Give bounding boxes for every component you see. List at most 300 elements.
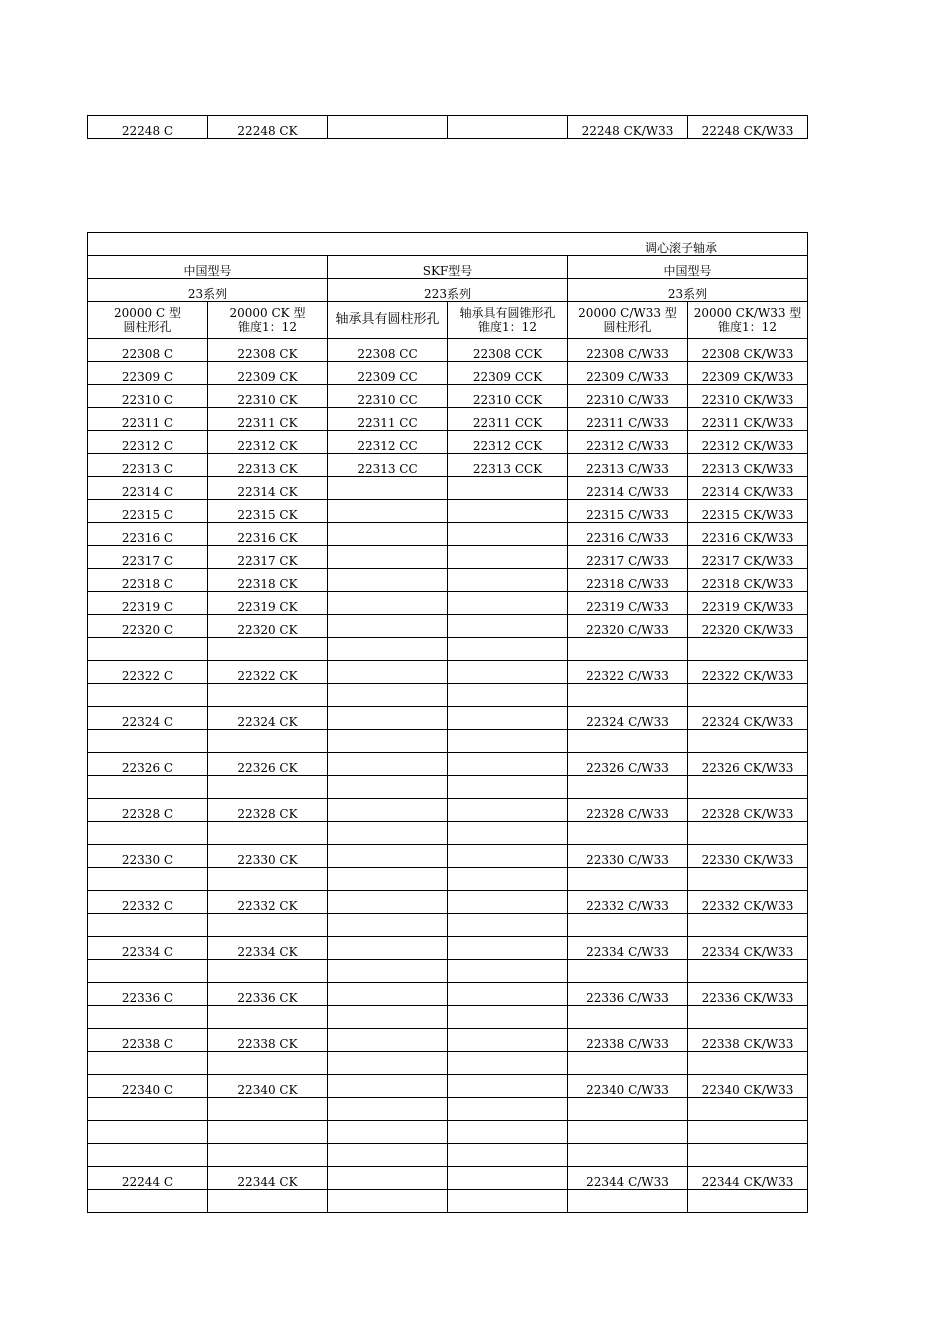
table-row [88,776,808,799]
table-row [88,385,808,408]
cell[interactable]: 22322 CK/W33 [688,661,808,684]
cell[interactable]: 22317 CK [208,546,328,569]
cell[interactable]: 22338 C/W33 [568,1029,688,1052]
cell[interactable] [328,983,448,1006]
bearing-table [87,232,808,1213]
cell[interactable]: 22320 CK/W33 [688,615,808,638]
cell[interactable]: 22319 CK [208,592,328,615]
series-header-row [88,279,808,302]
table-row [88,362,808,385]
cell[interactable] [328,960,448,983]
cell[interactable]: 22310 CCK [448,385,568,408]
cell[interactable]: 22336 CK [208,983,328,1006]
header-line: 20000 C/W33 型 [578,306,677,320]
cell[interactable] [328,753,448,776]
group-label-skf[interactable]: SKF型号 [328,256,568,279]
cell[interactable] [688,822,808,845]
cell[interactable]: 22322 C [88,661,208,684]
series-label-23-w33[interactable]: 23系列 [568,279,808,302]
cell[interactable] [328,1006,448,1029]
cell[interactable]: 22344 CK/W33 [688,1167,808,1190]
cell[interactable] [448,569,568,592]
cell[interactable]: 22308 C/W33 [568,339,688,362]
table-title-row [88,233,808,256]
cell[interactable]: 22310 CC [328,385,448,408]
cell[interactable] [328,615,448,638]
cell[interactable]: 22319 CK/W33 [688,592,808,615]
cell[interactable] [328,1029,448,1052]
cell[interactable] [568,1190,688,1213]
cell[interactable] [448,615,568,638]
header-line: 圆柱形孔 [603,320,652,334]
header-line: 锥度1：12 [478,320,537,334]
cell[interactable]: 22317 C/W33 [568,546,688,569]
table-row [88,500,808,523]
cell[interactable] [688,960,808,983]
cell[interactable] [448,914,568,937]
cell[interactable]: 22334 CK [208,937,328,960]
cell[interactable]: 22324 C [88,707,208,730]
cell[interactable]: 22319 C/W33 [568,592,688,615]
cell[interactable] [688,1006,808,1029]
cell[interactable] [328,592,448,615]
cell[interactable]: 22248 CK/W33 [568,116,688,139]
table-row [88,454,808,477]
cell[interactable]: 22332 C [88,891,208,914]
cell[interactable]: 22330 CK/W33 [688,845,808,868]
cell[interactable]: 22308 CK [208,339,328,362]
cell[interactable]: 22312 C/W33 [568,431,688,454]
cell[interactable] [448,1075,568,1098]
cell[interactable] [448,684,568,707]
table-row [88,661,808,684]
table-row [88,937,808,960]
cell[interactable] [448,638,568,661]
cell[interactable] [88,1052,208,1075]
cell[interactable]: 22340 CK/W33 [688,1075,808,1098]
cell[interactable] [448,960,568,983]
cell[interactable]: 22315 C [88,500,208,523]
table-row [88,822,808,845]
cell[interactable]: 22332 CK [208,891,328,914]
column-header-20000c[interactable] [88,302,208,339]
table-row [88,1190,808,1213]
cell[interactable] [448,891,568,914]
cell[interactable] [568,1052,688,1075]
cell[interactable] [688,638,808,661]
cell[interactable]: 22248 CK [208,116,328,139]
cell[interactable] [208,960,328,983]
cell[interactable]: 22318 CK/W33 [688,569,808,592]
cell[interactable]: 22336 C/W33 [568,983,688,1006]
cell[interactable] [448,116,568,139]
cell[interactable] [328,776,448,799]
cell[interactable]: 22320 C [88,615,208,638]
cell[interactable] [328,661,448,684]
cell[interactable] [328,1121,448,1144]
cell[interactable]: 22316 CK [208,523,328,546]
cell[interactable]: 22308 CCK [448,339,568,362]
cell[interactable] [88,914,208,937]
cell[interactable] [448,500,568,523]
cell[interactable] [328,684,448,707]
series-label-23[interactable]: 23系列 [88,279,328,302]
cell[interactable] [448,707,568,730]
cell[interactable]: 22334 CK/W33 [688,937,808,960]
table-row [88,799,808,822]
column-header-20000ck-w33[interactable] [688,302,808,339]
cell[interactable]: 22309 CCK [448,362,568,385]
cell[interactable]: 22326 C/W33 [568,753,688,776]
cell[interactable] [448,1167,568,1190]
cell[interactable] [328,1052,448,1075]
table-row [88,546,808,569]
cell[interactable]: 22310 C/W33 [568,385,688,408]
cell[interactable]: 22309 CC [328,362,448,385]
cell[interactable]: 22314 CK/W33 [688,477,808,500]
cell[interactable] [688,776,808,799]
cell[interactable]: 22338 CK/W33 [688,1029,808,1052]
cell[interactable]: 22313 C [88,454,208,477]
cell[interactable] [208,730,328,753]
cell[interactable] [568,822,688,845]
table-row [88,845,808,868]
header-line: 锥度1：12 [718,320,777,334]
header-line: 锥度1：12 [238,320,297,334]
cell[interactable]: 22330 C [88,845,208,868]
cell[interactable]: 22320 C/W33 [568,615,688,638]
cell[interactable]: 22309 CK [208,362,328,385]
cell[interactable]: 22312 C [88,431,208,454]
cell[interactable]: 22309 C/W33 [568,362,688,385]
cell[interactable] [328,914,448,937]
cell[interactable]: 22315 CK/W33 [688,500,808,523]
table-row [88,638,808,661]
cell[interactable] [568,1144,688,1167]
cell[interactable] [88,776,208,799]
cell[interactable] [568,1006,688,1029]
cell[interactable] [88,1006,208,1029]
cell[interactable] [328,707,448,730]
cell[interactable] [568,1121,688,1144]
cell[interactable]: 22308 CC [328,339,448,362]
cell[interactable] [448,477,568,500]
cell[interactable]: 22328 CK [208,799,328,822]
header-line: 20000 CK 型 [229,306,306,320]
cell[interactable] [448,868,568,891]
cell[interactable] [208,638,328,661]
cell[interactable]: 22330 CK [208,845,328,868]
cell[interactable] [328,1144,448,1167]
cell[interactable]: 22340 CK [208,1075,328,1098]
cell[interactable]: 22317 C [88,546,208,569]
cell[interactable] [448,1121,568,1144]
table-row [88,1052,808,1075]
cell[interactable]: 22328 CK/W33 [688,799,808,822]
cell[interactable]: 22244 C [88,1167,208,1190]
cell[interactable]: 22314 C [88,477,208,500]
top-row-table [87,115,808,139]
group-label-china[interactable]: 中国型号 [88,256,328,279]
cell[interactable]: 22309 CK/W33 [688,362,808,385]
cell[interactable]: 22344 CK [208,1167,328,1190]
table-row [88,408,808,431]
cell[interactable] [568,730,688,753]
cell[interactable] [568,960,688,983]
cell[interactable] [208,1121,328,1144]
header-line: 20000 C 型 [114,306,181,320]
table-row [88,983,808,1006]
cell[interactable]: 22340 C/W33 [568,1075,688,1098]
cell[interactable] [568,684,688,707]
cell[interactable] [88,960,208,983]
cell[interactable] [448,753,568,776]
cell[interactable]: 22312 CK/W33 [688,431,808,454]
cell[interactable]: 22315 C/W33 [568,500,688,523]
cell[interactable]: 22326 C [88,753,208,776]
cell[interactable] [448,776,568,799]
cell[interactable] [328,523,448,546]
table-row [88,730,808,753]
header-line: 20000 CK/W33 型 [693,306,802,320]
cell[interactable]: 22334 C [88,937,208,960]
table-row [88,891,808,914]
table-row [88,868,808,891]
cell[interactable] [328,799,448,822]
cell[interactable] [328,937,448,960]
cell[interactable] [568,868,688,891]
table-title[interactable]: 调心滚子轴承 [88,233,808,256]
cell[interactable] [568,1098,688,1121]
cell[interactable]: 22319 C [88,592,208,615]
cell[interactable] [688,1190,808,1213]
table-row [88,960,808,983]
table-row [88,1006,808,1029]
table-row [88,116,808,139]
cell[interactable]: 22312 CC [328,431,448,454]
group-label-china-w33[interactable]: 中国型号 [568,256,808,279]
cell[interactable]: 22318 CK [208,569,328,592]
table-row [88,1121,808,1144]
cell[interactable] [448,1190,568,1213]
cell[interactable] [328,1075,448,1098]
cell[interactable]: 22322 CK [208,661,328,684]
table-row [88,431,808,454]
cell[interactable]: 22310 CK/W33 [688,385,808,408]
column-header-tapered-bore[interactable] [448,302,568,339]
cell[interactable] [328,116,448,139]
cell[interactable]: 22313 CCK [448,454,568,477]
cell[interactable]: 22316 CK/W33 [688,523,808,546]
cell[interactable] [448,1098,568,1121]
cell[interactable] [208,776,328,799]
header-line: 轴承具有圆锥形孔 [459,306,556,320]
cell[interactable]: 22313 C/W33 [568,454,688,477]
table-row [88,1144,808,1167]
cell[interactable] [688,730,808,753]
cell[interactable]: 22330 C/W33 [568,845,688,868]
group-header-row [88,256,808,279]
cell[interactable] [208,1006,328,1029]
cell[interactable] [568,638,688,661]
cell[interactable] [448,730,568,753]
cell[interactable]: 22326 CK/W33 [688,753,808,776]
cell[interactable] [88,1121,208,1144]
cell[interactable] [208,1052,328,1075]
table-row [88,592,808,615]
cell[interactable]: 22311 CK/W33 [688,408,808,431]
cell[interactable]: 22311 C/W33 [568,408,688,431]
column-header-row [88,302,808,339]
column-header-20000ck[interactable] [208,302,328,339]
cell[interactable] [448,661,568,684]
table-row [88,523,808,546]
cell[interactable]: 22324 CK/W33 [688,707,808,730]
cell[interactable] [688,1121,808,1144]
cell[interactable] [448,983,568,1006]
cell[interactable]: 22344 C/W33 [568,1167,688,1190]
cell[interactable]: 22317 CK/W33 [688,546,808,569]
cell[interactable] [448,822,568,845]
cell[interactable] [328,477,448,500]
cell[interactable]: 22322 C/W33 [568,661,688,684]
cell[interactable]: 22310 CK [208,385,328,408]
cell[interactable] [448,1052,568,1075]
cell[interactable] [328,546,448,569]
cell[interactable] [208,684,328,707]
cell[interactable]: 22312 CK [208,431,328,454]
cell[interactable]: 22309 C [88,362,208,385]
cell[interactable]: 22315 CK [208,500,328,523]
cell[interactable] [568,914,688,937]
cell[interactable] [88,868,208,891]
cell[interactable]: 22336 C [88,983,208,1006]
cell[interactable] [688,914,808,937]
cell[interactable] [208,822,328,845]
cell[interactable] [568,776,688,799]
cell[interactable] [448,1144,568,1167]
table-row [88,339,808,362]
cell[interactable] [328,500,448,523]
series-label-223[interactable]: 223系列 [328,279,568,302]
cell[interactable]: 22248 CK/W33 [688,116,808,139]
cell[interactable] [328,1098,448,1121]
cell[interactable] [88,1144,208,1167]
table-row [88,684,808,707]
cell[interactable] [448,546,568,569]
cell[interactable]: 22332 CK/W33 [688,891,808,914]
cell[interactable]: 22340 C [88,1075,208,1098]
cell[interactable]: 22314 CK [208,477,328,500]
cell[interactable]: 22308 CK/W33 [688,339,808,362]
cell[interactable] [688,684,808,707]
cell[interactable] [88,1098,208,1121]
cell[interactable] [328,822,448,845]
cell[interactable]: 22324 CK [208,707,328,730]
cell[interactable]: 22316 C/W33 [568,523,688,546]
cell[interactable] [88,822,208,845]
cell[interactable]: 22326 CK [208,753,328,776]
cell[interactable] [208,1144,328,1167]
cell[interactable] [88,730,208,753]
table-row [88,914,808,937]
table-row [88,615,808,638]
cell[interactable]: 22310 C [88,385,208,408]
cell[interactable]: 22316 C [88,523,208,546]
cell[interactable] [448,799,568,822]
cell[interactable] [208,914,328,937]
cell[interactable]: 22318 C/W33 [568,569,688,592]
cell[interactable] [448,937,568,960]
cell[interactable]: 22311 CK [208,408,328,431]
cell[interactable] [88,684,208,707]
cell[interactable] [328,868,448,891]
cell[interactable]: 22311 CC [328,408,448,431]
column-header-cylindrical-bore[interactable]: 轴承具有圆柱形孔 [328,302,448,339]
cell[interactable] [688,1144,808,1167]
table-row [88,707,808,730]
cell[interactable]: 22318 C [88,569,208,592]
cell[interactable] [208,1098,328,1121]
table-row [88,1029,808,1052]
cell[interactable] [688,868,808,891]
cell[interactable] [88,638,208,661]
cell[interactable] [208,1190,328,1213]
cell[interactable]: 22311 CCK [448,408,568,431]
cell[interactable] [88,1190,208,1213]
table-row [88,477,808,500]
cell[interactable]: 22320 CK [208,615,328,638]
cell[interactable]: 22308 C [88,339,208,362]
cell[interactable] [328,891,448,914]
cell[interactable]: 22328 C/W33 [568,799,688,822]
cell[interactable] [328,730,448,753]
cell[interactable]: 22338 CK [208,1029,328,1052]
cell[interactable] [688,1098,808,1121]
table-row [88,1167,808,1190]
table-row [88,753,808,776]
cell[interactable] [448,1006,568,1029]
cell[interactable]: 22313 CK/W33 [688,454,808,477]
cell[interactable]: 22248 C [88,116,208,139]
cell[interactable]: 22332 C/W33 [568,891,688,914]
cell[interactable] [328,1167,448,1190]
cell[interactable]: 22338 C [88,1029,208,1052]
cell[interactable] [208,868,328,891]
cell[interactable] [448,523,568,546]
cell[interactable]: 22334 C/W33 [568,937,688,960]
cell[interactable]: 22328 C [88,799,208,822]
cell[interactable] [328,569,448,592]
header-line: 圆柱形孔 [123,320,172,334]
column-header-20000c-w33[interactable] [568,302,688,339]
cell[interactable] [448,1029,568,1052]
cell[interactable]: 22336 CK/W33 [688,983,808,1006]
cell[interactable] [328,845,448,868]
cell[interactable]: 22324 C/W33 [568,707,688,730]
cell[interactable]: 22314 C/W33 [568,477,688,500]
cell[interactable] [328,638,448,661]
cell[interactable] [448,592,568,615]
table-row [88,1098,808,1121]
cell[interactable] [328,1190,448,1213]
cell[interactable]: 22313 CC [328,454,448,477]
cell[interactable] [448,845,568,868]
cell[interactable]: 22312 CCK [448,431,568,454]
cell[interactable] [688,1052,808,1075]
cell[interactable]: 22313 CK [208,454,328,477]
cell[interactable]: 22311 C [88,408,208,431]
